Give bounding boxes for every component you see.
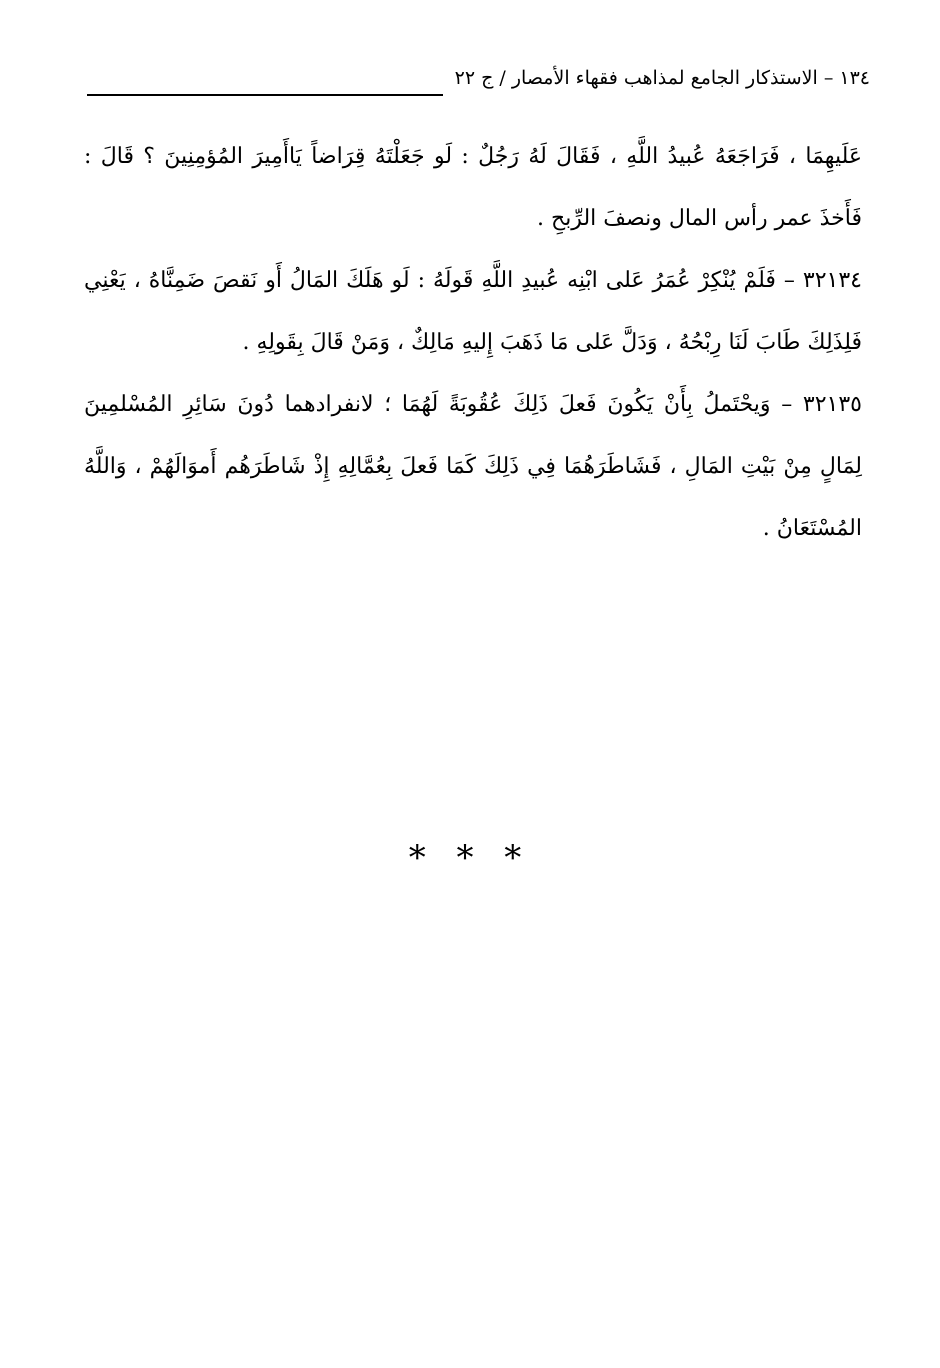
paragraph-32134: ٣٢١٣٤ – فَلَمْ يُنْكِرْ عُمَرُ عَلى ابْنِه عُبيدِ اللَّهِ قَولَهُ : لَو هَلَكَ المَالُ أَو نَقصَ ضَمِنَّاهُ ، يَعْنِي فَلِذَلِكَ طَابَ لَنَا رِبْحُهُ ، وَدَلَّ عَلى مَا ذَهَبَ إِليهِ مَالِكٌ ، وَمَنْ قَالَ بِقَولِهِ . xyxy=(84,268,862,355)
running-header: ١٣٤ – الاستذكار الجامع لمذاهب فقهاء الأمصار / ج ٢٢ xyxy=(454,67,870,89)
header-rule xyxy=(87,94,443,96)
section-separator: * * * xyxy=(408,838,532,878)
paragraph-32135: ٣٢١٣٥ – وَيحْتَملُ بِأَنْ يَكُونَ فَعلَ ذَلِكَ عُقُوبَةً لَهُمَا ؛ لانفرادهما دُونَ سَائِرِ المُسْلمِينَ لِمَالٍ مِنْ بَيْتِ المَالِ ، فَشَاطَرَهُمَا فِي ذَلِكَ كَمَا فَعلَ بِعُمَّالِهِ إِذْ شَاطَرَهُم أَموَالَهُمْ ، وَاللَّهُ المُسْتَعَانُ . xyxy=(84,392,862,541)
paragraph-continuation: عَلَيهِمَا ، فَرَاجَعَهُ عُبيدُ اللَّهِ ، فَقَالَ لَهُ رَجُلٌ : لَو جَعَلْتَهُ قِرَاضاً يَاأَمِيرَ المُؤمِنِينَ ؟ قَالَ : فَأَخذَ عمر رأس المال ونصفَ الرِّبحِ . xyxy=(84,144,862,231)
body-text xyxy=(84,126,862,560)
